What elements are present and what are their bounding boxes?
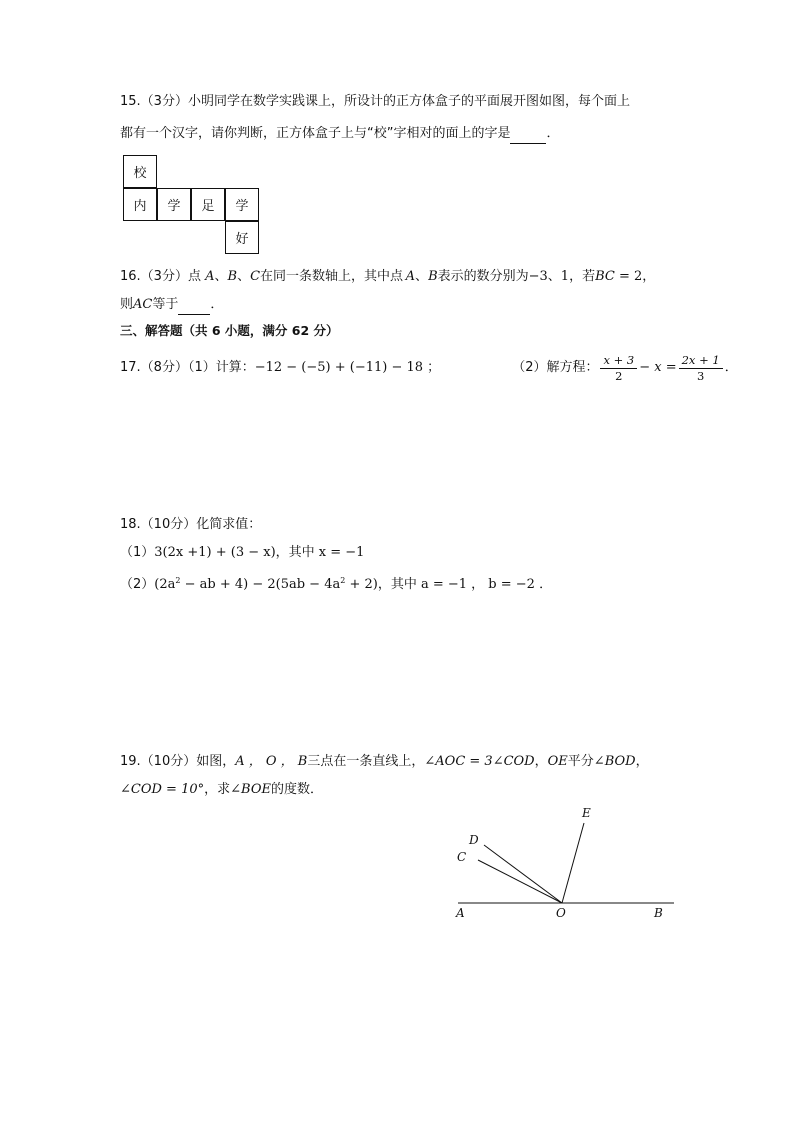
answer-blank-15 xyxy=(510,129,546,144)
q16-line2-pre: 则 xyxy=(120,297,134,312)
net-cell-2: 内 xyxy=(123,188,157,221)
q16-point-a-2: A xyxy=(405,269,416,284)
net-cell-4: 足 xyxy=(191,188,225,221)
q17-part2: （2）解方程： xyxy=(512,360,599,375)
angle-figure xyxy=(440,795,690,925)
q15-line2 xyxy=(120,124,560,144)
q18-p2-expr xyxy=(154,577,378,592)
q18-p1-cond: ，其中 x = −1 xyxy=(275,545,365,560)
q17-frac1-den: 2 xyxy=(615,368,623,383)
q15-line1 xyxy=(120,92,630,112)
q18-p2-sup2: 2 xyxy=(340,576,346,585)
q19-line1-oe: OE xyxy=(547,754,568,769)
q17-line xyxy=(120,348,738,388)
q18-p2-label: （2） xyxy=(120,577,155,592)
q17-frac2-den: 3 xyxy=(696,368,705,383)
q16-point-b: B xyxy=(227,269,238,284)
q16-sep2: 、 xyxy=(237,269,251,284)
q16-line1 xyxy=(120,267,655,287)
q17-frac2-num: 2x + 1 xyxy=(679,353,723,369)
label-b: B xyxy=(654,906,663,920)
q18-p2-expr-c: + 2) xyxy=(345,577,378,592)
q16-bc: BC xyxy=(595,269,615,284)
q19-line2-boe: ∠BOE xyxy=(230,782,271,797)
net-cell-6: 好 xyxy=(225,221,259,254)
q16-sep1: 、 xyxy=(214,269,228,284)
q19-line1-end: ， xyxy=(635,754,649,769)
q19-line2 xyxy=(120,780,323,800)
q17-fraction-2 xyxy=(679,353,723,384)
q19-line2-end: 的度数． xyxy=(270,782,323,797)
q18-p1-expr: 3(2x +1) + (3 − x) xyxy=(154,545,276,560)
q16-mid2: 表示的数分别为 xyxy=(437,269,529,284)
label-o: O xyxy=(556,906,566,920)
q16-point-b-2: B xyxy=(428,269,438,284)
q18-p2-expr-b: − ab + 4) − 2(5ab − 4a xyxy=(180,577,341,592)
q19-line1 xyxy=(120,752,649,772)
q16-line2-after: ． xyxy=(210,297,224,312)
q18-p1-label: （1） xyxy=(120,545,155,560)
q16-sep3: 、 xyxy=(415,269,429,284)
q18-p2-cond: ，其中 a = −1 ， b = −2 ． xyxy=(377,577,553,592)
q16-line2-mid: 等于 xyxy=(152,297,179,312)
ray-oe xyxy=(562,823,584,903)
label-a: A xyxy=(456,906,465,920)
q19-line1-comma: ， xyxy=(534,754,548,769)
q18-line3 xyxy=(120,575,552,595)
cube-net xyxy=(123,155,263,257)
label-e: E xyxy=(582,806,591,820)
q19-line1-bis: 平分 xyxy=(567,754,594,769)
q16-mid: 在同一条数轴上，其中点 xyxy=(260,269,404,284)
q18-label: 18.（10分）化简求值： xyxy=(120,517,262,532)
q16-ac: AC xyxy=(133,297,153,312)
q15-text-3: ． xyxy=(546,126,560,141)
ray-oc xyxy=(478,860,562,903)
q18-line2 xyxy=(120,543,364,563)
q17-mid: − x = xyxy=(639,360,677,375)
q17-end: ． xyxy=(724,360,738,375)
q16-point-a: A xyxy=(205,269,215,284)
q16-values: −3、1 xyxy=(528,269,570,284)
q15-text-1: 15.（3分）小明同学在数学实践课上，所设计的正方体盒子的平面展开图如图，每个面上 xyxy=(120,94,630,109)
q16-prefix: 16.（3分）点 xyxy=(120,269,201,284)
q17-fraction-1 xyxy=(600,353,637,384)
q15-text-2: 都有一个汉字，请你判断，正方体盒子上与“校”字相对的面上的字是 xyxy=(120,126,511,141)
q16-cond: ，若 xyxy=(569,269,596,284)
q18-line1 xyxy=(120,515,261,535)
ray-od xyxy=(484,845,562,903)
q16-line2 xyxy=(120,295,223,315)
answer-blank-16 xyxy=(178,300,210,315)
q16-point-c: C xyxy=(250,269,261,284)
q18-p2-sup1: 2 xyxy=(175,576,181,585)
net-cell-3: 学 xyxy=(157,188,191,221)
label-c: C xyxy=(457,850,467,864)
q19-line2-eq: ∠COD = 10° xyxy=(120,782,205,797)
q19-line1-mid: 三点在一条直线上， xyxy=(307,754,425,769)
label-d: D xyxy=(469,833,479,847)
q19-line1-bod: ∠BOD xyxy=(593,754,636,769)
q19-line1-pts: A ， O ， B xyxy=(235,754,308,769)
q17-frac1-num: x + 3 xyxy=(600,353,637,369)
q19-line2-mid: ，求 xyxy=(204,782,231,797)
q19-line1-eq: ∠AOC = 3∠COD xyxy=(424,754,535,769)
net-cell-1: 校 xyxy=(123,155,157,188)
q17-expr1: −12 − (−5) + (−11) − 18 ； xyxy=(254,360,441,375)
q16-eq: = 2， xyxy=(614,269,656,284)
section-3-header: 三、解答题（共 6 小题，满分 62 分） xyxy=(120,323,339,338)
q17-label: 17.（8分）（1）计算： xyxy=(120,360,255,375)
q18-p2-expr-a: (2a xyxy=(154,577,176,592)
q19-line1-pre: 19.（10分）如图， xyxy=(120,754,236,769)
net-cell-5: 学 xyxy=(225,188,259,221)
